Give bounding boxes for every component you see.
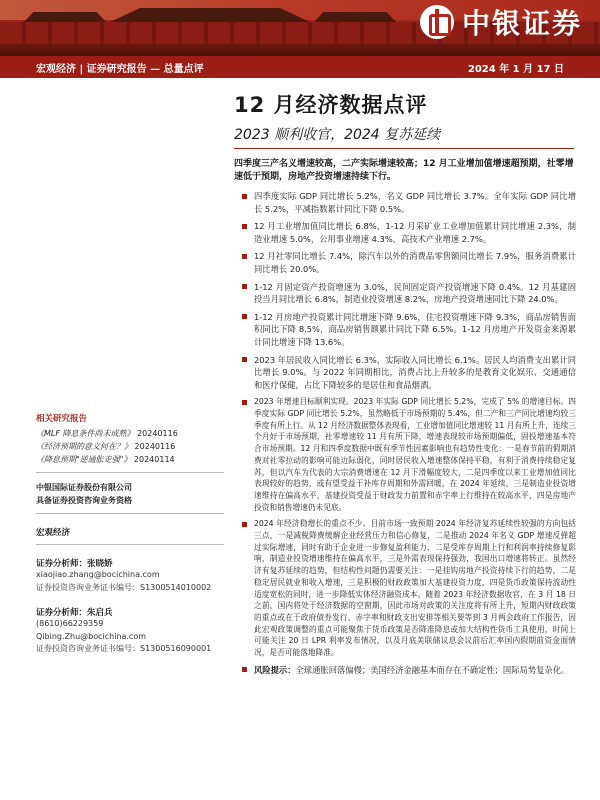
report-category: 宏观经济 | 证券研究报告 — 总量点评 [36,63,204,75]
section-name: 宏观经济 [36,528,71,538]
title-divider [234,148,574,149]
risk-warning [240,664,576,677]
bank-logo-icon [420,5,454,39]
analyst-email[interactable]: xiaojiao.zhang@bocichina.com [36,570,160,579]
divider [36,472,224,473]
analyst-phone: (8610)66229359 [36,619,104,628]
report-date: 2024 年 1 月 17 日 [467,63,564,75]
summary-text: 四季度三产名义增速较高，二产实际增速较高；12 月工业增加值增速超预期，社零增速低于预期，房地产投资增速持续下行。 [234,159,574,182]
bullet-item: 12 月社零同比增长 7.4%，除汽车以外的消费品零售额同比增长 7.9%，服务消费累计同比增长 20.0%。 [240,250,576,275]
analyst-cert: 证券投资咨询业务证书编号：S1300514010002 [36,582,212,592]
organization: 中银国际证券股份有限公司 具备证券投资咨询业务资格 [36,483,132,505]
bullet-list [240,190,576,681]
risk-text: 全球通胀回落偏慢；美国经济金融基本面存在不确定性；国际局势复杂化。 [295,664,570,675]
brand-name: 中银证券 [461,7,582,40]
sidebar [36,412,224,656]
related-report[interactable]: 《MLF 降息条件尚未成熟》 20240116 [36,429,178,438]
bullet-item: 1-12 月房地产投资累计同比增速下降 9.6%，住宅投资增速下降 9.3%，商品房销售面积同比下降 8.5%，商品房销售额累计同比下降 6.5%。1-12 月房地产开发资金来源累计同比增速下降 13.6%。 [240,311,576,349]
analyst-name: 证券分析师：张晓娇 [36,559,113,569]
bullet-item: 2023 年增速目标顺利实现。2023 年实际 GDP 同比增长 5.2%，完成了 5% 的增速目标。四季度实际 GDP 同比增长 5.2%，虽然略低于市场预期的 5.4%，但二产和三产同比增速均较三季度有所上行。从 12 月经济数据整体表现看，工业增加值同比增速较 11 月有所上升，连续三个月好于市场预期，社零增速较 11 月有所下降，增速表现较市场预期偏低，固投增速基本符合市场预期。12 月和四季度数据中既有季节性因素影响也有趋势性变化：一是春节前的假期消费对社零拉动的影响可能边际弱化，同时居民收入增速整体保持平稳，有利于消费持续稳定复苏，但以汽车为代表的大宗消费增速在 12 月下滑幅度较大，二是四季度以来工业增加值同比表现较好的趋势，或有望受益于补库存周期和外需回暖，在 2024 年延续，三是制造业投资增速维持在偏高水平，基建投资受益于财政发力前置和赤字率上行维持在较高水平，四是房地产投资和销售增速仍未见底。 [240,396,576,513]
risk-label: 风险提示： [254,664,296,675]
analyst-cert: 证券投资咨询业务证书编号：S1300516090001 [36,644,212,653]
page-title: 12 月经济数据点评 [234,93,428,117]
bullet-item: 12 月工业增加值同比增长 6.8%，1-12 月采矿业工业增加值累计同比增速 2.3%，制造业增速 5.0%，公用事业增速 4.3%，高技术产业增速 2.7%。 [240,220,576,245]
analyst-name: 证券分析师：朱启兵 [36,608,113,618]
divider [36,513,224,514]
bullet-item: 四季度实际 GDP 同比增长 5.2%，名义 GDP 同比增长 3.7%。全年实际 GDP 同比增长 5.2%，平减指数累计同比下降 0.5%。 [240,190,576,215]
divider [36,544,224,545]
brand-logo [420,2,582,42]
bullet-item: 2023 年居民收入同比增长 6.3%，实际收入同比增长 6.1%。居民人均消费支出累计同比增长 9.0%。与 2022 年同期相比，消费占比上升较多的是教育文化娱乐、交通通信和医疗保健，占比下降较多的是居住和食品烟酒。 [240,354,576,392]
related-report[interactable]: 《经济预期的意义何在？》 20240116 [36,442,176,451]
related-header: 相关研究报告 [36,414,88,424]
page-subtitle: 2023 顺利收官，2024 复苏延续 [234,127,441,143]
header-banner [0,0,600,56]
bullet-item: 2024 年经济稳增长的重点不少。目前市场一致预期 2024 年经济复苏延续性较强的方向包括三点，一是减税降费缓解企业经营压力和信心修复，二是推动 2024 年名义 GDP 增速反弹超过实际增速，同时有助于企业进一步修复盈利能力，二是受库存周期上行和利润率持续修复影响，制造业投资增速维持在偏高水平，三是外需表现保持强劲，我国出口增速将转正。虽然经济有复苏延续的趋势，但结构性问题仍需要关注：一是挂钩房地产投资持续下行的趋势，二是稳定居民就业和收入增速，三是积极的财政政策加大基建投资力度，四是货币政策保持流动性适度宽松的同时，进一步降低实体经济融资成本。随着 2023 年经济数据收官，在 3 月 18 日之前，国内将处于经济数据的空窗期，因此市场对政策的关注度将有所上升，短期内财政政策的重点或在于政府债券发行、赤字率和财政支出安排等相关要等到 3 月两会政府工作报告，因此宏观政策调整的重点可能聚焦于货币政策是否降准降息或加大结构性货币工具使用，时间上可能关注 20 日 LPR 利率发布情况，以及月底美联储议息会议前后汇率国内假期前资金面情况，是否可能落地降准。 [240,518,576,658]
meta-bar [0,56,600,78]
analyst-email[interactable]: Qibing.Zhu@bocichina.com [36,631,147,641]
related-report[interactable]: 《降息预期"逆通胀走强"》 20240114 [36,455,175,464]
bullet-item: 1-12 月固定资产投资增速为 3.0%，民间固定资产投资增速下降 0.4%。12 月基建固投当月同比增长 6.8%，制造业投资增速 8.2%，房地产投资增速同比下降 24.0%。 [240,281,576,306]
